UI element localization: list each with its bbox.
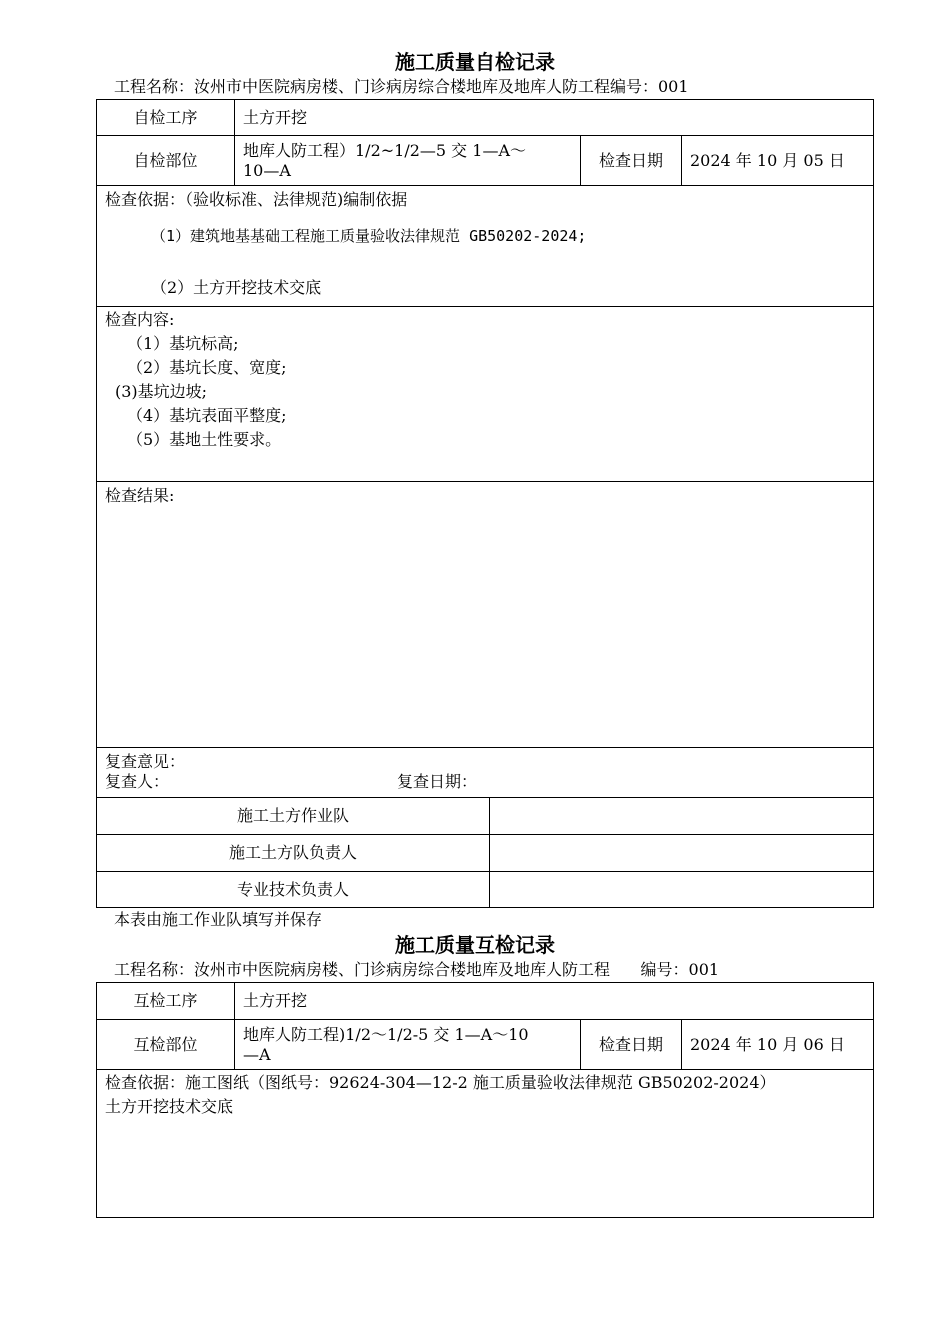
mutual-location-line1: 地库人防工程)1/2～1/2-5 交 1—A～10 [243,1024,529,1044]
location-value-line2: 10—A [243,160,291,180]
mutual-basis-section [97,1070,874,1218]
content-item: （1）基坑标高; [127,334,239,353]
basis-title: 检查依据：（验收标准、法律规范)编制依据 [105,190,408,209]
review-opinion: 复查意见： [105,752,186,771]
form-note: 本表由施工作业队填写并保存 [114,910,323,929]
reviewer-label: 复查人： [105,772,170,791]
location-value [235,136,581,186]
result-section [97,482,874,748]
mutual-basis-line2: 土方开挖技术交底 [105,1097,234,1116]
sign-table [96,797,874,908]
mutual-project-line: 工程名称：汝州市中医院病房楼、门诊病房综合楼地库及地库人防工程 编号：001 [114,960,720,979]
sign-row-value [490,872,874,908]
mutual-date-value: 2024 年 10 月 06 日 [682,1020,874,1070]
mutual-process-value: 土方开挖 [235,983,874,1020]
basis-item-2: （2）土方开挖技术交底 [151,278,322,297]
mutual-process-label: 互检工序 [97,983,235,1020]
location-label: 自检部位 [97,136,235,186]
basis-section [97,186,874,307]
content-section [97,307,874,482]
self-check-table [96,99,874,798]
basis-item-1: （1）建筑地基基础工程施工质量验收法律规范 GB50202-2024; [151,227,587,245]
date-value: 2024 年 10 月 05 日 [682,136,874,186]
mutual-location-value [235,1020,581,1070]
sign-row-label: 施工土方队负责人 [97,835,490,872]
date-label: 检查日期 [581,136,682,186]
mutual-basis-line1: 检查依据：施工图纸（图纸号：92624-304—12-2 施工质量验收法律规范 GB50202-2024） [105,1073,776,1092]
result-label: 检查结果: [105,486,175,505]
self-check-title: 施工质量自检记录 [395,50,555,74]
mutual-date-label: 检查日期 [581,1020,682,1070]
content-item: （2）基坑长度、宽度; [127,358,287,377]
mutual-check-table [96,982,874,1218]
mutual-location-label: 互检部位 [97,1020,235,1070]
mutual-check-title: 施工质量互检记录 [395,933,555,957]
sign-row-value [490,798,874,835]
review-line [105,772,865,792]
content-item: (3)基坑边坡; [115,382,208,401]
content-item: （4）基坑表面平整度; [127,406,287,425]
content-item: （5）基地土性要求。 [127,430,282,449]
sign-row-label: 专业技术负责人 [97,872,490,908]
location-value-line1: 地库人防工程）1/2~1/2—5 交 1—A～ [243,140,526,160]
sign-row-value [490,835,874,872]
self-project-line: 工程名称：汝州市中医院病房楼、门诊病房综合楼地库及地库人防工程编号：001 [114,77,689,96]
process-label: 自检工序 [97,100,235,136]
review-section [97,748,874,798]
sign-row-label: 施工土方作业队 [97,798,490,835]
process-value: 土方开挖 [235,100,874,136]
review-date-label: 复查日期： [397,772,478,791]
mutual-location-line2: —A [243,1044,271,1064]
content-title: 检查内容: [105,310,175,329]
